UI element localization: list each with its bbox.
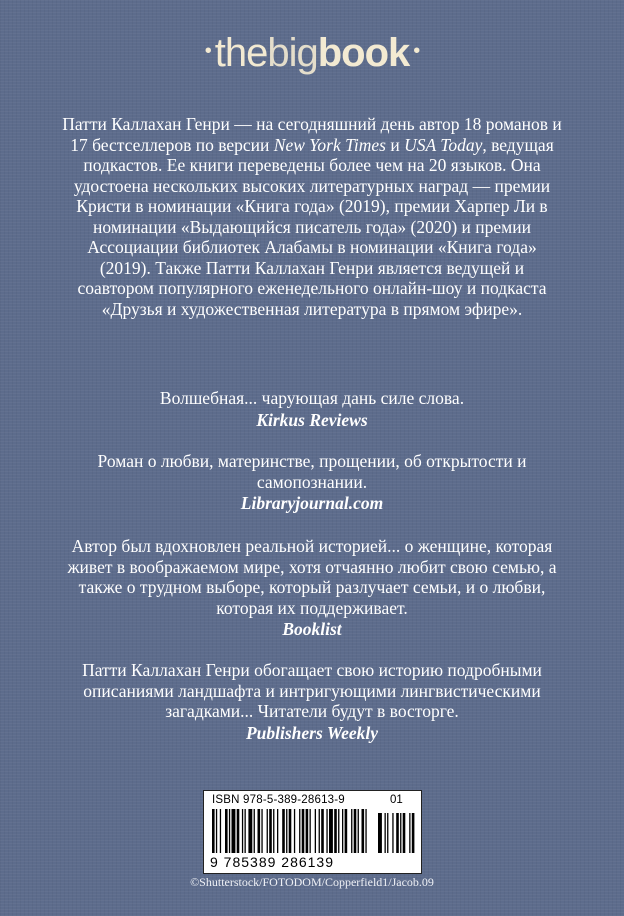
barcode-addon-bar (412, 813, 415, 853)
barcode-bar (365, 809, 366, 853)
barcode-addon-bar (409, 813, 410, 853)
bio-part-2: и (390, 134, 400, 155)
logo-dot-left: • (204, 40, 211, 63)
barcode-bar (267, 809, 268, 853)
barcode-bar (299, 809, 300, 853)
logo-big: big (267, 31, 318, 75)
publisher-logo (0, 28, 624, 80)
isbn-number: ISBN 978-5-389-28613-9 (212, 794, 345, 806)
barcode-bar (225, 809, 228, 853)
review-quote (60, 451, 564, 514)
logo-the: the (214, 31, 268, 75)
barcode-addon-bar (387, 813, 388, 853)
barcode-bar (269, 809, 272, 853)
barcode-bar (216, 809, 217, 853)
barcode-addon-bar (392, 813, 393, 853)
barcode-bar (345, 809, 348, 853)
isbn-barcode (203, 790, 422, 874)
barcode-bar (294, 809, 295, 853)
logo-dot-right: • (413, 40, 420, 63)
barcode-addon-bar (400, 813, 401, 853)
barcode-bar (289, 809, 292, 853)
barcode-bar (237, 809, 240, 853)
bio-part-4: Она удостоена нескольких высоких литературных наград — премии Кристи в номинации «Книга года» (2019), премии Харпер Ли в номинации «Выдающийся писатель года» (2020) и премии Ассоциации библиотек Алабамы в номинации «Книга года» (2019). Также Патти Каллахан Генри является ведущей и соавтором популярного еженедельного онлайн-шоу и подкаста «Друзья и художественная литература в прямом эфире». (73, 155, 551, 319)
bio-part-1: Патти Каллахан Генри — на сегодняшний день автор 18 романов и 17 бестселлеров по версии (62, 114, 562, 155)
barcode-bar (334, 809, 337, 853)
barcode-bar (329, 809, 333, 853)
barcode-bar (220, 809, 221, 853)
review-quote (60, 536, 564, 640)
review-source: Libraryjournal.com (240, 493, 384, 513)
barcode-bar (310, 809, 311, 853)
review-text: Волшебная... чарующая дань силе слова. (159, 388, 465, 408)
author-bio (60, 114, 564, 319)
review-quote (60, 660, 564, 743)
review-source: Booklist (282, 619, 342, 639)
review-source: Kirkus Reviews (256, 409, 368, 430)
barcode-addon-bar (378, 813, 382, 853)
barcode-bar (286, 809, 287, 853)
barcode-bar (248, 809, 252, 853)
logo-book: book (317, 31, 410, 75)
bio-usa-today: USA Today (404, 134, 483, 155)
bio-part-3: , ведущая подкастов. Ее книги переведены более чем на 20 языков. (83, 134, 554, 175)
review-text: Автор был вдохновлен реальной историей... о женщине, которая живет в воображаемом мире, хотя отчаянно любит свою семью, а также о трудном выборе, который разлучает семьи, и о любви, которая их поддерживает. (67, 536, 557, 618)
barcode-bar (302, 809, 305, 853)
photo-credit: ©Shutterstock/FOTODOM/Copperfield1/Jacob.09 (190, 875, 434, 889)
barcode-bar (277, 809, 278, 853)
barcode-addon-bar (385, 813, 386, 853)
barcode-bar (261, 809, 262, 853)
barcode-bar (362, 809, 365, 853)
barcode-bar (319, 809, 320, 853)
barcode-bar (354, 809, 357, 853)
barcode-bar (258, 809, 261, 853)
barcode-bar (306, 809, 309, 853)
barcode-bar (321, 809, 324, 853)
barcode-bar (351, 809, 352, 853)
barcode-bar (232, 809, 236, 853)
barcode-bar (342, 809, 343, 853)
barcode-digits: 9 785389 286139 (210, 854, 334, 870)
review-source: Publishers Weekly (245, 722, 379, 743)
barcode-bar (326, 809, 327, 853)
barcode-addon-bar (396, 813, 399, 853)
barcode-bars (210, 809, 415, 855)
review-text: Роман о любви, материнстве, прощении, об открытости и самопознании. (97, 451, 527, 492)
barcode-addon-bar (403, 813, 406, 853)
isbn-addon: 01 (390, 794, 403, 806)
bio-nyt: New York Times (273, 134, 386, 155)
barcode-bar (282, 809, 285, 853)
barcode-bar (242, 809, 243, 853)
review-quote (60, 388, 564, 430)
barcode-bar (229, 809, 230, 853)
barcode-bar (245, 809, 246, 853)
barcode-bar (273, 809, 274, 853)
review-text: Патти Каллахан Генри обогащает свою историю подробными описаниями ландшафта и интригующими лингвистическими загадками... Читатели будут в восторге. (82, 660, 542, 721)
barcode-bar (254, 809, 255, 853)
barcode-bar (315, 809, 316, 853)
barcode-bar (358, 809, 359, 853)
barcode-bar (338, 809, 339, 853)
barcode-bar (212, 809, 215, 853)
